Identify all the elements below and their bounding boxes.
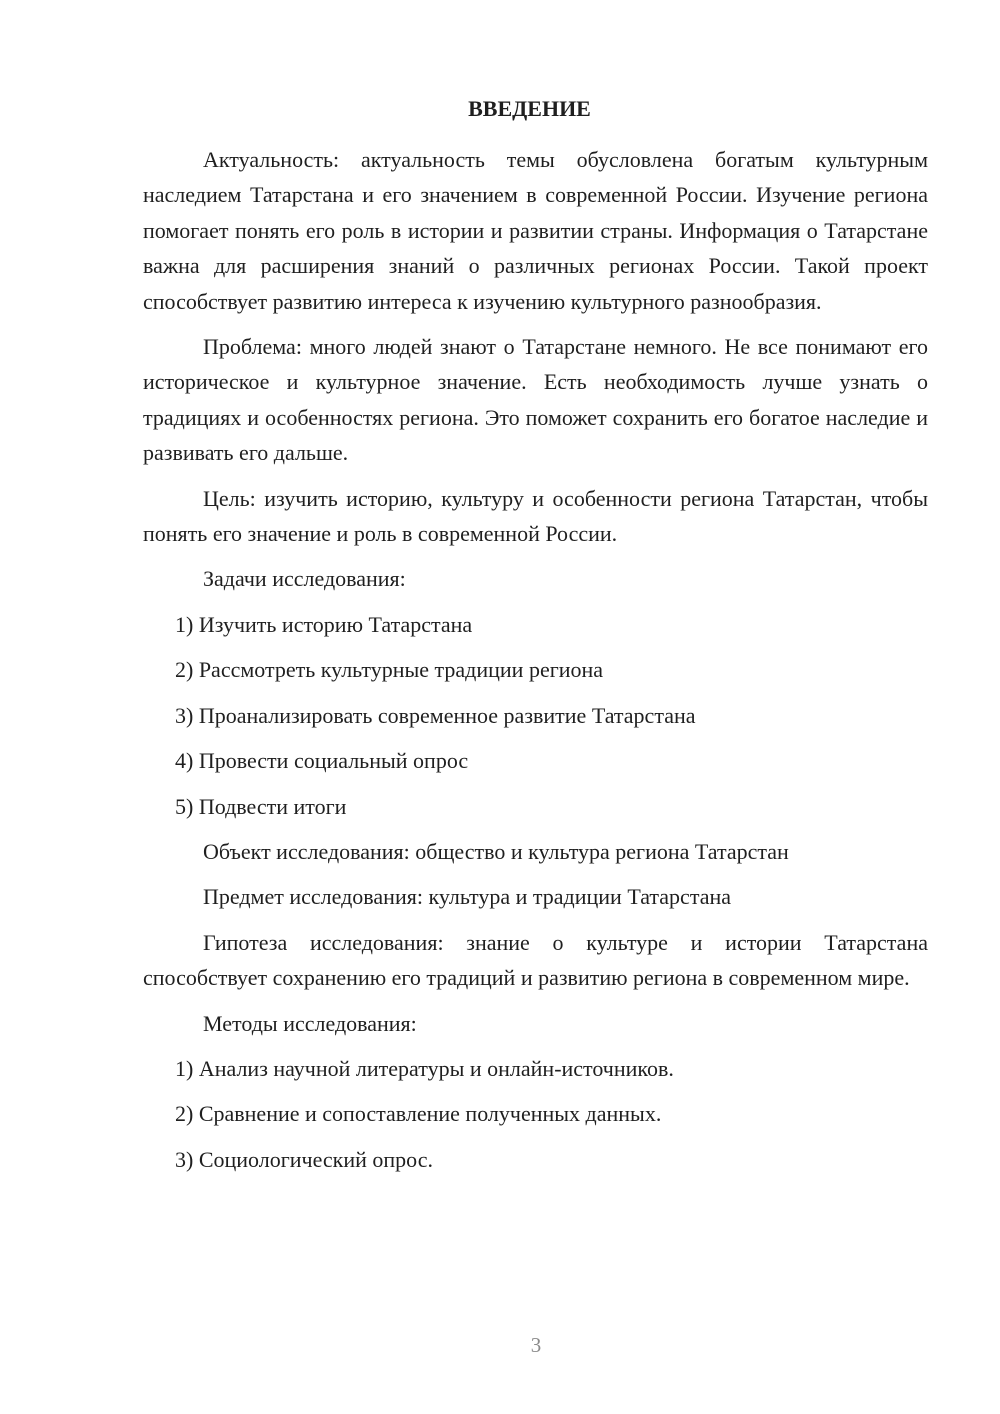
- section-heading: ВВЕДЕНИЕ: [468, 96, 591, 121]
- research-object: Объект исследования: общество и культура региона Татарстан: [203, 838, 789, 864]
- research-subject: Предмет исследования: культура и традиции Татарстана: [203, 884, 732, 910]
- method-item: 1) Анализ научной литературы и онлайн-источников.: [175, 1055, 674, 1081]
- document-page: [143, 93, 928, 1177]
- method-item: 2) Сравнение и сопоставление полученных данных.: [175, 1101, 662, 1127]
- goal-paragraph: Цель: изучить историю, культуру и особенности региона Татарстан, чтобы понять его значение и роль в современной России.: [143, 485, 928, 547]
- tasks-heading: Задачи исследования:: [203, 566, 406, 592]
- method-item: 3) Социологический опрос.: [175, 1146, 433, 1172]
- methods-heading: Методы исследования:: [203, 1010, 417, 1036]
- problem-paragraph: Проблема: много людей знают о Татарстане немного. Не все понимают его историческое и культурное значение. Есть необходимость лучше узнать о традициях и особенностях региона. Это поможет сохранить его богатое наследие и развивать его дальше.: [143, 334, 928, 466]
- hypothesis-paragraph: Гипотеза исследования: знание о культуре и истории Татарстана способствует сохранению его традиций и развитию региона в современном мире.: [143, 929, 928, 991]
- task-item: 5) Подвести итоги: [175, 793, 347, 819]
- task-item: 3) Проанализировать современное развитие Татарстана: [175, 702, 696, 728]
- relevance-paragraph: Актуальность: актуальность темы обусловлена богатым культурным наследием Татарстана и его значением в современной России. Изучение региона помогает понять его роль в истории и развитии страны. Информация о Татарстане важна для расширения знаний о различных регионах России. Такой проект способствует развитию интереса к изучению культурного разнообразия.: [143, 147, 928, 314]
- task-item: 2) Рассмотреть культурные традиции региона: [175, 657, 604, 683]
- task-item: 4) Провести социальный опрос: [175, 748, 469, 774]
- task-item: 1) Изучить историю Татарстана: [175, 611, 473, 637]
- page-number: 3: [530, 1333, 542, 1357]
